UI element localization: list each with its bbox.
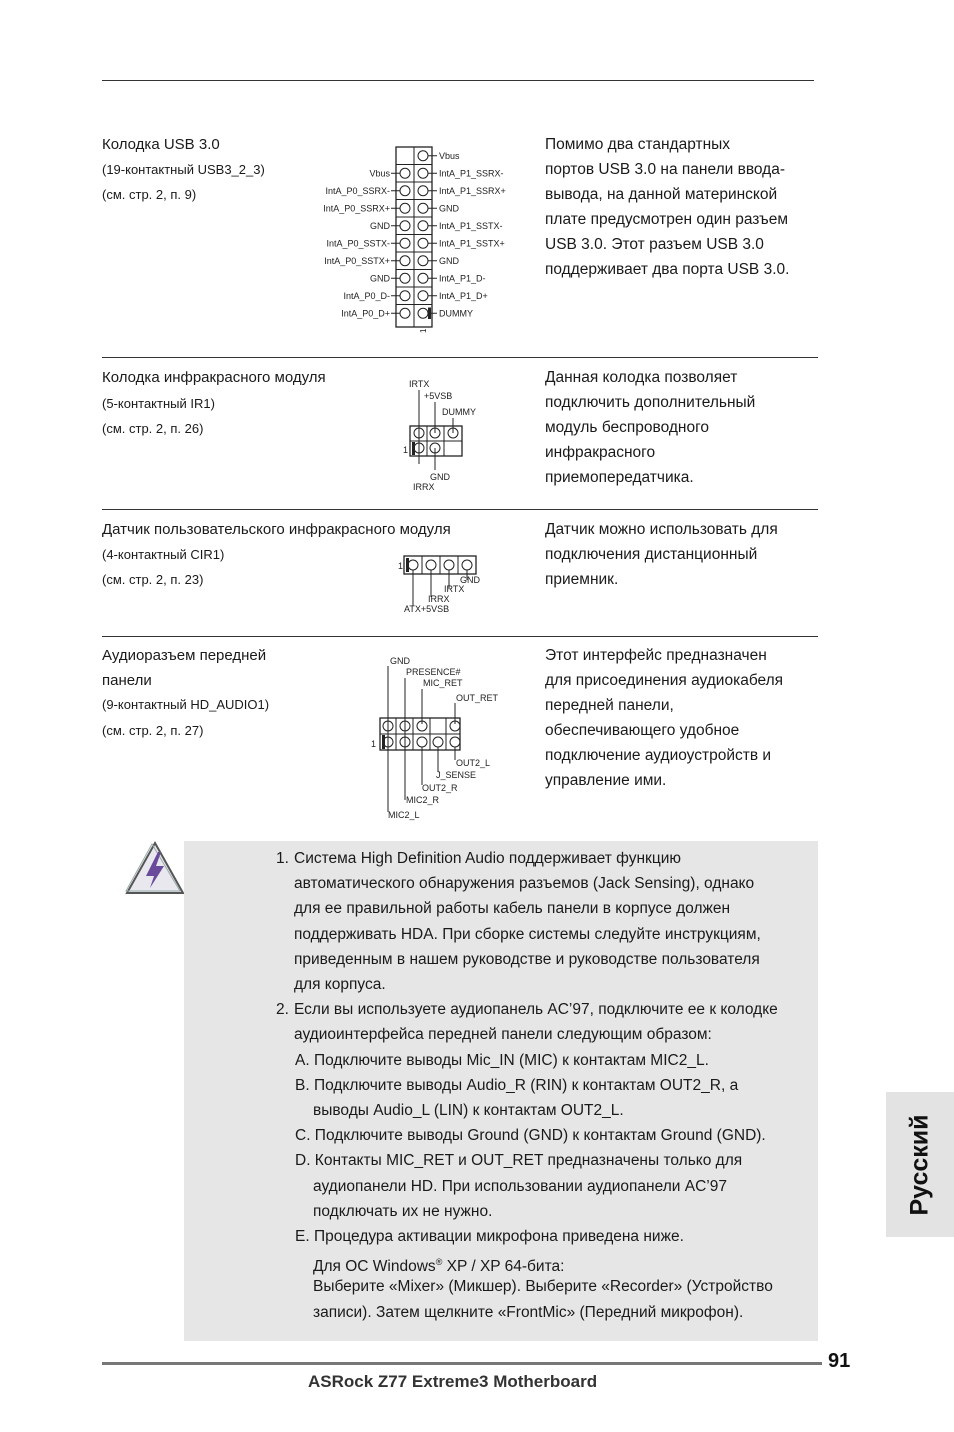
audio-description [545,643,783,793]
ir-header-title: Колодка инфракрасного модуля [102,369,326,386]
usb-pin [418,221,428,231]
desc-line: модуль беспроводного [545,419,710,436]
audio-pin-diagram [368,652,518,824]
note-number: 2. [276,1001,289,1018]
usb-header-title: Колодка USB 3.0 [102,136,220,153]
note-line: подключать их не нужно. [313,1203,493,1220]
ir-gnd-label: GND [430,472,450,482]
desc-line: приемник. [545,571,619,588]
usb-right-pin-label: IntA_P1_SSRX- [439,168,504,179]
ir-irtx-label: IRTX [409,379,430,389]
note-line: аудиопанели HD. При использовании аудиопанели AC’97 [313,1178,727,1195]
language-tab-label: Русский [905,1113,934,1216]
usb-left-pin-label: GND [370,273,390,284]
language-tab [886,1092,954,1237]
ir-vsb-label: +5VSB [424,391,453,401]
usb-pin [400,273,410,283]
audio-mic2l-label: MIC2_L [388,810,420,820]
usb-pin [418,238,428,248]
audio-header-ref: (см. стр. 2, п. 27) [102,723,204,738]
desc-line: вывода, на данной материнской [545,186,778,203]
cir-gnd-label: GND [460,575,480,585]
audio-header-title: Аудиоразъем передней [102,647,267,664]
usb-header-pins: (19-контактный USB3_2_3) [102,162,265,177]
page-number: 91 [828,1350,851,1372]
desc-line: Этот интерфейс предназначен [545,647,767,664]
usb-description [545,132,789,282]
usb-right-pin-label: IntA_P1_SSTX- [439,220,503,231]
note-text: Если вы используете аудиопанель AC’97, подключите ее к колодке [294,1001,778,1018]
audio-header-title-2: панели [102,672,152,689]
desc-line: Помимо два стандартных [545,136,731,153]
audio-micret-label: MIC_RET [423,678,463,688]
usb-pin [400,308,410,318]
note-line: для ее правильной работы кабель панели в корпусе должен [294,900,731,917]
note-line: Выберите «Mixer» (Микшер). Выберите «Recorder» (Устройство [313,1278,773,1295]
audio-outret-label: OUT_RET [456,693,499,703]
cir-header-pins: (4-контактный CIR1) [102,547,225,562]
audio-out2l-label: OUT2_L [456,758,491,768]
audio-out2r-label: OUT2_R [422,783,458,793]
ir-pin1-label: 1 [403,445,409,455]
note-line: E. Процедура активации микрофона приведена ниже. [295,1228,684,1245]
usb-left-pin-label: Vbus [369,168,390,179]
note-text: XP / XP 64-бита: [442,1258,565,1276]
usb-left-pin-label: IntA_P0_D- [343,290,390,301]
note-line [276,1000,778,1020]
usb-right-pin-label: GND [439,203,459,214]
usb-right-pin-label: Vbus [439,150,460,161]
usb-header-ref: (см. стр. 2, п. 9) [102,187,197,202]
cir-irtx-label: IRTX [444,584,465,594]
usb-pin [418,273,428,283]
audio-jsense-label: J_SENSE [436,770,477,780]
usb-left-pin-label: IntA_P0_SSRX+ [323,203,390,214]
usb-pin [400,186,410,196]
desc-line: инфракрасного [545,444,656,461]
desc-line: поддерживает два порта USB 3.0. [545,261,790,278]
ir-pin-diagram [398,376,498,494]
top-rule [102,80,814,81]
desc-line: Данная колодка позволяет [545,369,738,386]
ir-irrx-label: IRRX [413,482,435,492]
cir-pin1-label: 1 [398,561,404,571]
cir-irrx-label: IRRX [428,594,450,604]
ir-description [545,365,755,490]
usb-pin [400,203,410,213]
usb-right-pin-label: IntA_P1_SSTX+ [439,238,505,249]
note-line: аудиоинтерфейса передней панели следующим образом: [294,1026,712,1043]
desc-line: подключение аудиоустройств и [545,747,772,764]
usb-pin [400,221,410,231]
ir-header-ref: (см. стр. 2, п. 26) [102,421,204,436]
usb-pin [418,168,428,178]
usb-pin [418,308,428,318]
desc-line: приемопередатчика. [545,469,694,486]
usb3-pin-diagram [300,145,530,340]
desc-line: портов USB 3.0 на панели ввода- [545,161,785,178]
usb-right-pin-label: GND [439,255,459,266]
cir-header-title: Датчик пользовательского инфракрасного модуля [102,521,451,538]
warning-icon [124,840,186,896]
audio-presence-label: PRESENCE# [406,667,461,677]
usb-pin [418,151,428,161]
ir-dummy-label: DUMMY [442,407,476,417]
desc-line: обеспечивающего удобное [545,722,740,739]
desc-line: подключить дополнительный [545,394,756,411]
usb-pin [400,238,410,248]
desc-line: USB 3.0. Этот разъем USB 3.0 [545,236,764,253]
cir-atx-label: ATX+5VSB [404,604,450,614]
note-number: 1. [276,850,289,867]
note-line [313,1252,564,1277]
desc-line: подключения дистанционный [545,546,758,563]
desc-line: Датчик можно использовать для [545,521,778,538]
ir-header-pins: (5-контактный IR1) [102,396,215,411]
audio-mic2r-label: MIC2_R [406,795,440,805]
audio-pin1-label: 1 [371,739,377,749]
note-line: поддерживать HDA. При сборке системы следуйте инструкциям, [294,926,761,943]
usb-pin [418,291,428,301]
note-text: Для ОС Windows [313,1258,436,1276]
usb-pin1-label: 1 [419,328,428,333]
usb-pin [418,256,428,266]
usb-left-pin-label: IntA_P0_SSTX+ [324,255,390,266]
usb-right-pin-label: IntA_P1_D- [439,273,486,284]
section-divider [102,357,818,358]
audio-gnd-label: GND [390,656,410,666]
registered-mark: ® [435,1257,443,1267]
note-line: B. Подключите выводы Audio_R (RIN) к контактам OUT2_R, а [295,1077,739,1094]
note-line: выводы Audio_L (LIN) к контактам OUT2_L. [313,1102,624,1119]
note-line: записи). Затем щелкните «FrontMic» (Передний микрофон). [313,1304,744,1321]
usb-right-pin-label: IntA_P1_D+ [439,290,488,301]
usb-pin [418,186,428,196]
section-divider [102,509,818,510]
usb-pin [418,203,428,213]
note-line: приведенным в нашем руководстве и руководстве пользователя [294,951,760,968]
audio-header-pins: (9-контактный HD_AUDIO1) [102,697,270,712]
footer-rule [102,1362,822,1365]
desc-line: для присоединения аудиокабеля [545,672,784,689]
note-line: C. Подключите выводы Ground (GND) к контактам Ground (GND). [295,1127,766,1144]
desc-line: управление ими. [545,772,667,789]
note-line: A. Подключите выводы Mic_IN (MIC) к контактам MIC2_L. [295,1052,709,1069]
note-line: для корпуса. [294,976,386,993]
note-line: автоматического обнаружения разъемов (Jack Sensing), однако [294,875,755,892]
note-line: D. Контакты MIC_RET и OUT_RET предназначены только для [295,1152,743,1169]
usb-right-pin-label: IntA_P1_SSRX+ [439,185,506,196]
usb-pin [400,291,410,301]
footer-title: ASRock Z77 Extreme3 Motherboard [308,1372,598,1391]
usb-left-pin-label: IntA_P0_SSRX- [325,185,390,196]
cir-description [545,517,778,592]
usb-left-pin-label: GND [370,220,390,231]
note-text: Система High Definition Audio поддерживает функцию [294,850,681,867]
usb-left-pin-label: IntA_P0_SSTX- [326,238,390,249]
usb-right-pin-label: DUMMY [439,308,473,319]
desc-line: передней панели, [545,697,674,714]
usb-pin [400,256,410,266]
section-divider [102,636,818,637]
usb-left-pin-label: IntA_P0_D+ [341,308,390,319]
note-line [276,849,681,869]
usb-pin [400,168,410,178]
desc-line: плате предусмотрен один разъем [545,211,789,228]
cir-pin-diagram [396,552,491,616]
cir-header-ref: (см. стр. 2, п. 23) [102,572,204,587]
